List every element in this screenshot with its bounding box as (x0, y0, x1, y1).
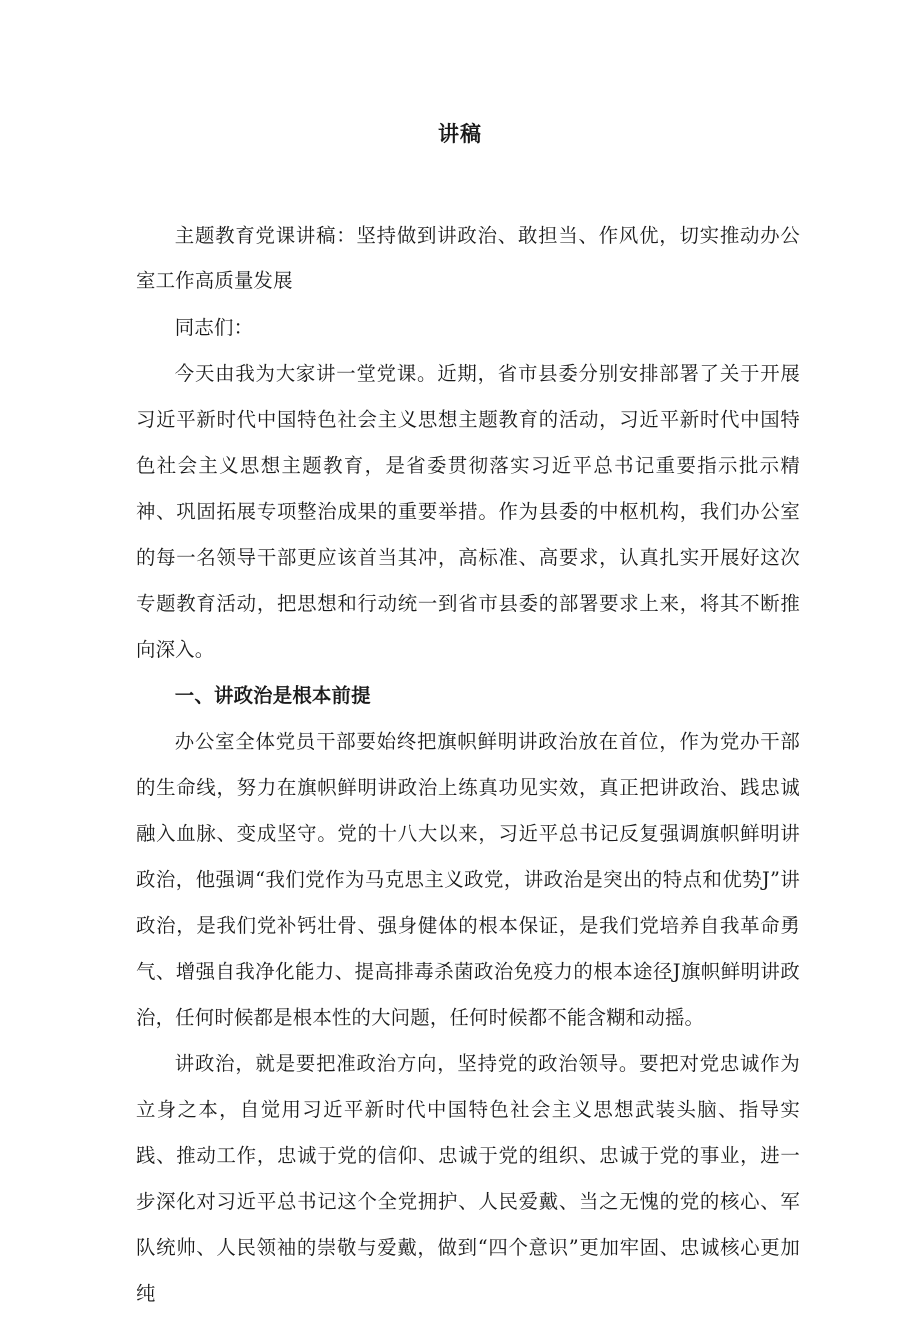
document-title: 讲稿 (438, 122, 482, 146)
section-paragraph: 讲政治，就是要把准政治方向，坚持党的政治领导。要把对党忠诚作为立身之本，自觉用习近平新时代中国特色社会主义思想武装头脑、指导实践、推动工作，忠诚于党的信仰、忠诚于党的组织、忠诚于党的事业，进一步深化对习近平总书记这个全党拥护、人民爱戴、当之无愧的党的核心、军队统帅、人民领袖的崇敬与爱戴，做到“四个意识”更加牢固、忠诚核心更加纯 (136, 1052, 800, 1305)
greeting: 同志们： (174, 316, 254, 339)
section-heading: 一、讲政治是根本前提 (174, 684, 371, 707)
intro-paragraph: 今天由我为大家讲一堂党课。近期，省市县委分别安排部署了关于开展习近平新时代中国特色社会主义思想主题教育的活动，习近平新时代中国特色社会主义思想主题教育，是省委贯彻落实习近平总书记重要指示批示精神、巩固拓展专项整治成果的重要举措。作为县委的中枢机构，我们办公室的每一名领导干部更应该首当其冲，高标准、高要求，认真扎实开展好这次专题教育活动，把思想和行动统一到省市县委的部署要求上来，将其不断推向深入。 (136, 362, 800, 661)
document-body (136, 213, 800, 1317)
section-paragraph: 办公室全体党员干部要始终把旗帜鲜明讲政治放在首位，作为党办干部的生命线，努力在旗帜鲜明讲政治上练真功见实效，真正把讲政治、践忠诚融入血脉、变成坚守。党的十八大以来，习近平总书记反复强调旗帜鲜明讲政治，他强调“我们党作为马克思主义政党，讲政治是突出的特点和优势J”讲政治，是我们党补钙壮骨、强身健体的根本保证，是我们党培养自我革命勇气、增强自我净化能力、提高排毒杀菌政治免疫力的根本途径J旗帜鲜明讲政治，任何时候都是根本性的大问题，任何时候都不能含糊和动摇。 (136, 730, 800, 1029)
document-subtitle: 主题教育党课讲稿：坚持做到讲政治、敢担当、作风优，切实推动办公室工作高质量发展 (136, 224, 800, 292)
